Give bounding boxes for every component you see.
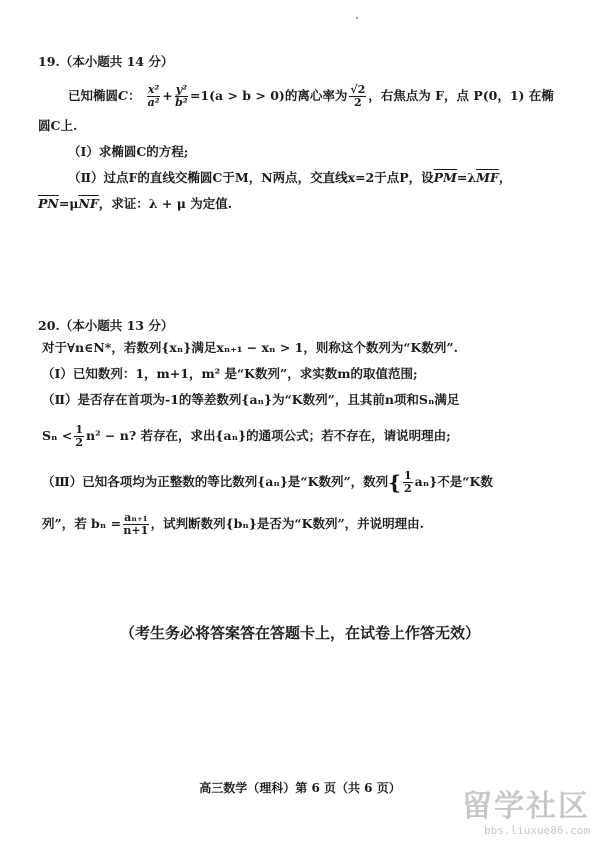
- q20-part-1: （Ⅰ）已知数列：1，m+1，m² 是“K数列”，求实数m的取值范围;: [42, 366, 418, 381]
- q20-part-3: （Ⅲ）已知各项均为正整数的等比数列{aₙ}是“K数列”，数列{ $\frac{1}{2}$ aₙ}不是“K数: [42, 469, 493, 495]
- fraction-y2-b2: $\frac{\text{y²}}{\text{b²}}$: [175, 83, 188, 109]
- vector-NF: $\overline{NF}$: [78, 196, 99, 211]
- q19-colon: ：: [127, 88, 141, 103]
- fraction-b-n: $\frac{\text{aₙ₊₁}}{n+1}$: [123, 511, 149, 537]
- q19-ellipse-name: C: [118, 88, 128, 103]
- q19-line-2: 圆C上.: [38, 118, 78, 133]
- scan-speck: [356, 17, 358, 19]
- q20-part-3-cont: 列”，若 bₙ = $\frac{\text{aₙ₊₁}}{n+1}$ ，试判断数列{bₙ}是否为“K数列”，并说明理由.: [42, 511, 424, 537]
- q20-definition: 对于∀n∈N*，若数列{xₙ}满足xₙ₊₁ − xₙ > 1，则称这个数列为“K数列”.: [42, 340, 458, 355]
- watermark: [410, 790, 590, 844]
- q20-part-2: （Ⅱ）是否存在首项为-1的等差数列{aₙ}为“K数列”，且其前n项和Sₙ满足: [42, 392, 460, 407]
- fraction-half-an: $\frac{1}{2}$: [404, 469, 412, 495]
- fraction-one-half: $\frac{1}{2}$: [75, 423, 83, 449]
- q20-header: 20.（本小题共 13 分）: [38, 318, 174, 333]
- q19-part-1: （Ⅰ）求椭圆C的方程;: [68, 144, 189, 159]
- vector-PN: $\overline{PN}$: [38, 196, 59, 211]
- q19-part-2: （Ⅱ）过点F的直线交椭圆C于M，N两点，交直线x=2于点P，设$\overline{PM}=\lambda\overline{MF}$，: [68, 170, 512, 185]
- page-footer: 高三数学（理科）第 6 页（共 6 页）: [199, 781, 401, 795]
- fraction-sqrt2-2: $\frac{√2}{2}$: [350, 83, 366, 109]
- q20-part-2-cont: Sₙ < $\frac{1}{2}$ n² − n? 若存在，求出{aₙ}的通项公式；若不存在，请说明理由;: [42, 423, 451, 449]
- q19-condition: =1(a > b > 0): [189, 88, 285, 103]
- watermark-title: 留学社区: [462, 789, 590, 824]
- q19-text: 已知椭圆: [68, 88, 119, 103]
- fraction-x2-a2: $\frac{\text{x²}}{\text{a²}}$: [147, 83, 160, 109]
- q19-header: 19.（本小题共 14 分）: [38, 54, 174, 69]
- q19-part-2-cont: $\overline{PN}=\mu\overline{NF}$，求证：λ + μ 为定值.: [38, 196, 233, 211]
- vector-PM: $\overline{PM}$: [433, 170, 457, 185]
- q19-line-1: 已知椭圆C： $\frac{\text{x²}}{\text{a²}}$ + $\frac{\text{y²}}{\text{b²}}$ =1(a > b > 0)的离心率为 $\frac{√2}{2}$ ，右焦点为 F，点 P(0，1) 在椭: [68, 83, 554, 109]
- exam-notice: （考生务必将答案答在答题卡上，在试卷上作答无效）: [119, 624, 480, 642]
- watermark-url: bbs.liuxue86.com: [484, 824, 590, 837]
- vector-MF: $\overline{MF}$: [476, 170, 499, 185]
